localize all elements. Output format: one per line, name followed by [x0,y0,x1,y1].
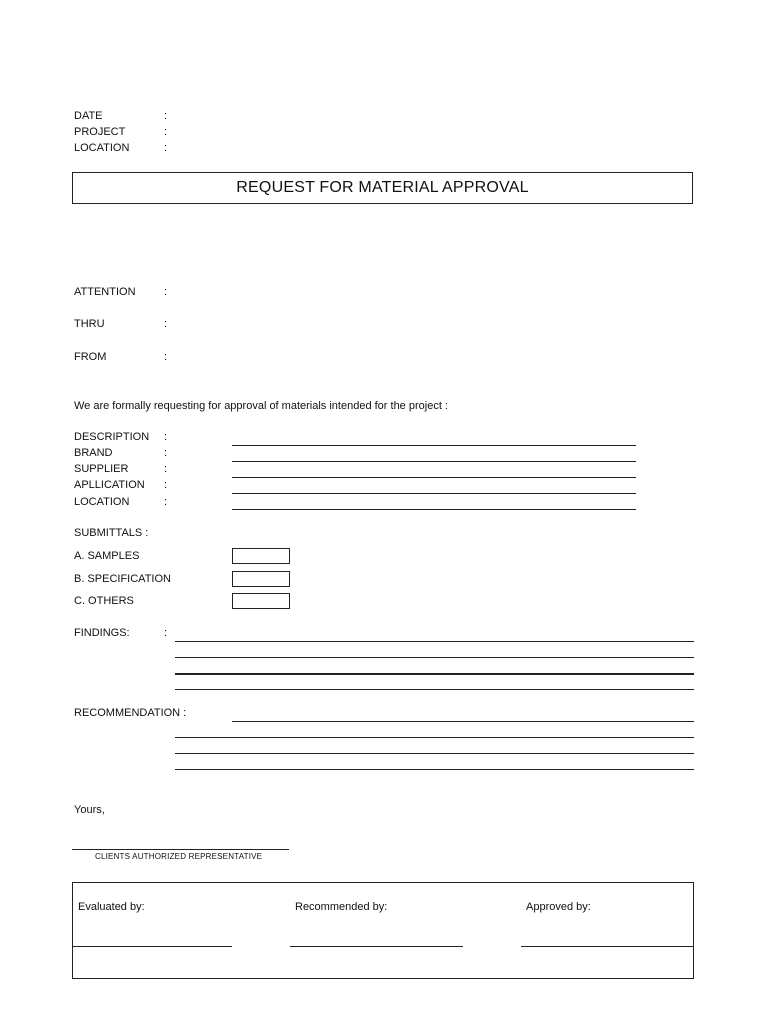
specification-checkbox[interactable] [232,571,290,587]
closing-text: Yours, [74,804,105,816]
others-checkbox[interactable] [232,593,290,609]
findings-line-3[interactable] [175,673,694,675]
material-location-field-line[interactable] [232,509,636,510]
brand-label: BRAND [74,447,113,459]
brand-field-line[interactable] [232,461,636,462]
approved-by-label: Approved by: [526,901,591,913]
samples-checkbox[interactable] [232,548,290,564]
description-field-line[interactable] [232,445,636,446]
recommendation-line-2[interactable] [175,737,694,738]
representative-label: CLIENTS AUTHORIZED REPRESENTATIVE [95,852,263,861]
project-label: PROJECT [74,126,126,138]
application-field-line[interactable] [232,493,636,494]
findings-label: FINDINGS: [74,627,130,639]
approved-signature-line[interactable] [521,946,694,947]
application-label: APLLICATION [74,479,145,491]
evaluated-by-label: Evaluated by: [78,901,145,913]
findings-line-1[interactable] [175,641,694,642]
others-label: C. OTHERS [74,595,134,607]
location-label: LOCATION [74,142,130,154]
findings-line-2[interactable] [175,657,694,658]
from-label: FROM [74,351,107,363]
thru-label: THRU [74,318,105,330]
attention-label: ATTENTION [74,286,136,298]
findings-colon: : [164,627,168,639]
document-title: REQUEST FOR MATERIAL APPROVAL [236,179,529,196]
location-colon: : [164,142,168,154]
specification-label: B. SPECIFICATION [74,573,171,585]
attention-colon: : [164,286,168,298]
supplier-field-line[interactable] [232,477,636,478]
intro-text: We are formally requesting for approval of materials intended for the project : [74,400,448,412]
signoff-box [72,882,694,979]
description-colon: : [164,431,168,443]
recommendation-line-1[interactable] [232,721,694,722]
recommendation-line-4[interactable] [175,769,694,770]
date-label: DATE [74,110,103,122]
brand-colon: : [164,447,168,459]
from-colon: : [164,351,168,363]
recommendation-label: RECOMMENDATION : [74,707,187,719]
supplier-label: SUPPLIER [74,463,129,475]
thru-colon: : [164,318,168,330]
submittals-heading: SUBMITTALS : [74,527,149,539]
description-label: DESCRIPTION [74,431,150,443]
supplier-colon: : [164,463,168,475]
material-location-colon: : [164,496,168,508]
evaluated-signature-line[interactable] [72,946,232,947]
representative-signature-line[interactable] [72,849,289,850]
samples-label: A. SAMPLES [74,550,140,562]
project-colon: : [164,126,168,138]
findings-line-4[interactable] [175,689,694,690]
date-colon: : [164,110,168,122]
application-colon: : [164,479,168,491]
material-location-label: LOCATION [74,496,130,508]
recommendation-line-3[interactable] [175,753,694,754]
recommended-signature-line[interactable] [290,946,463,947]
title-box [72,172,693,204]
recommended-by-label: Recommended by: [295,901,388,913]
